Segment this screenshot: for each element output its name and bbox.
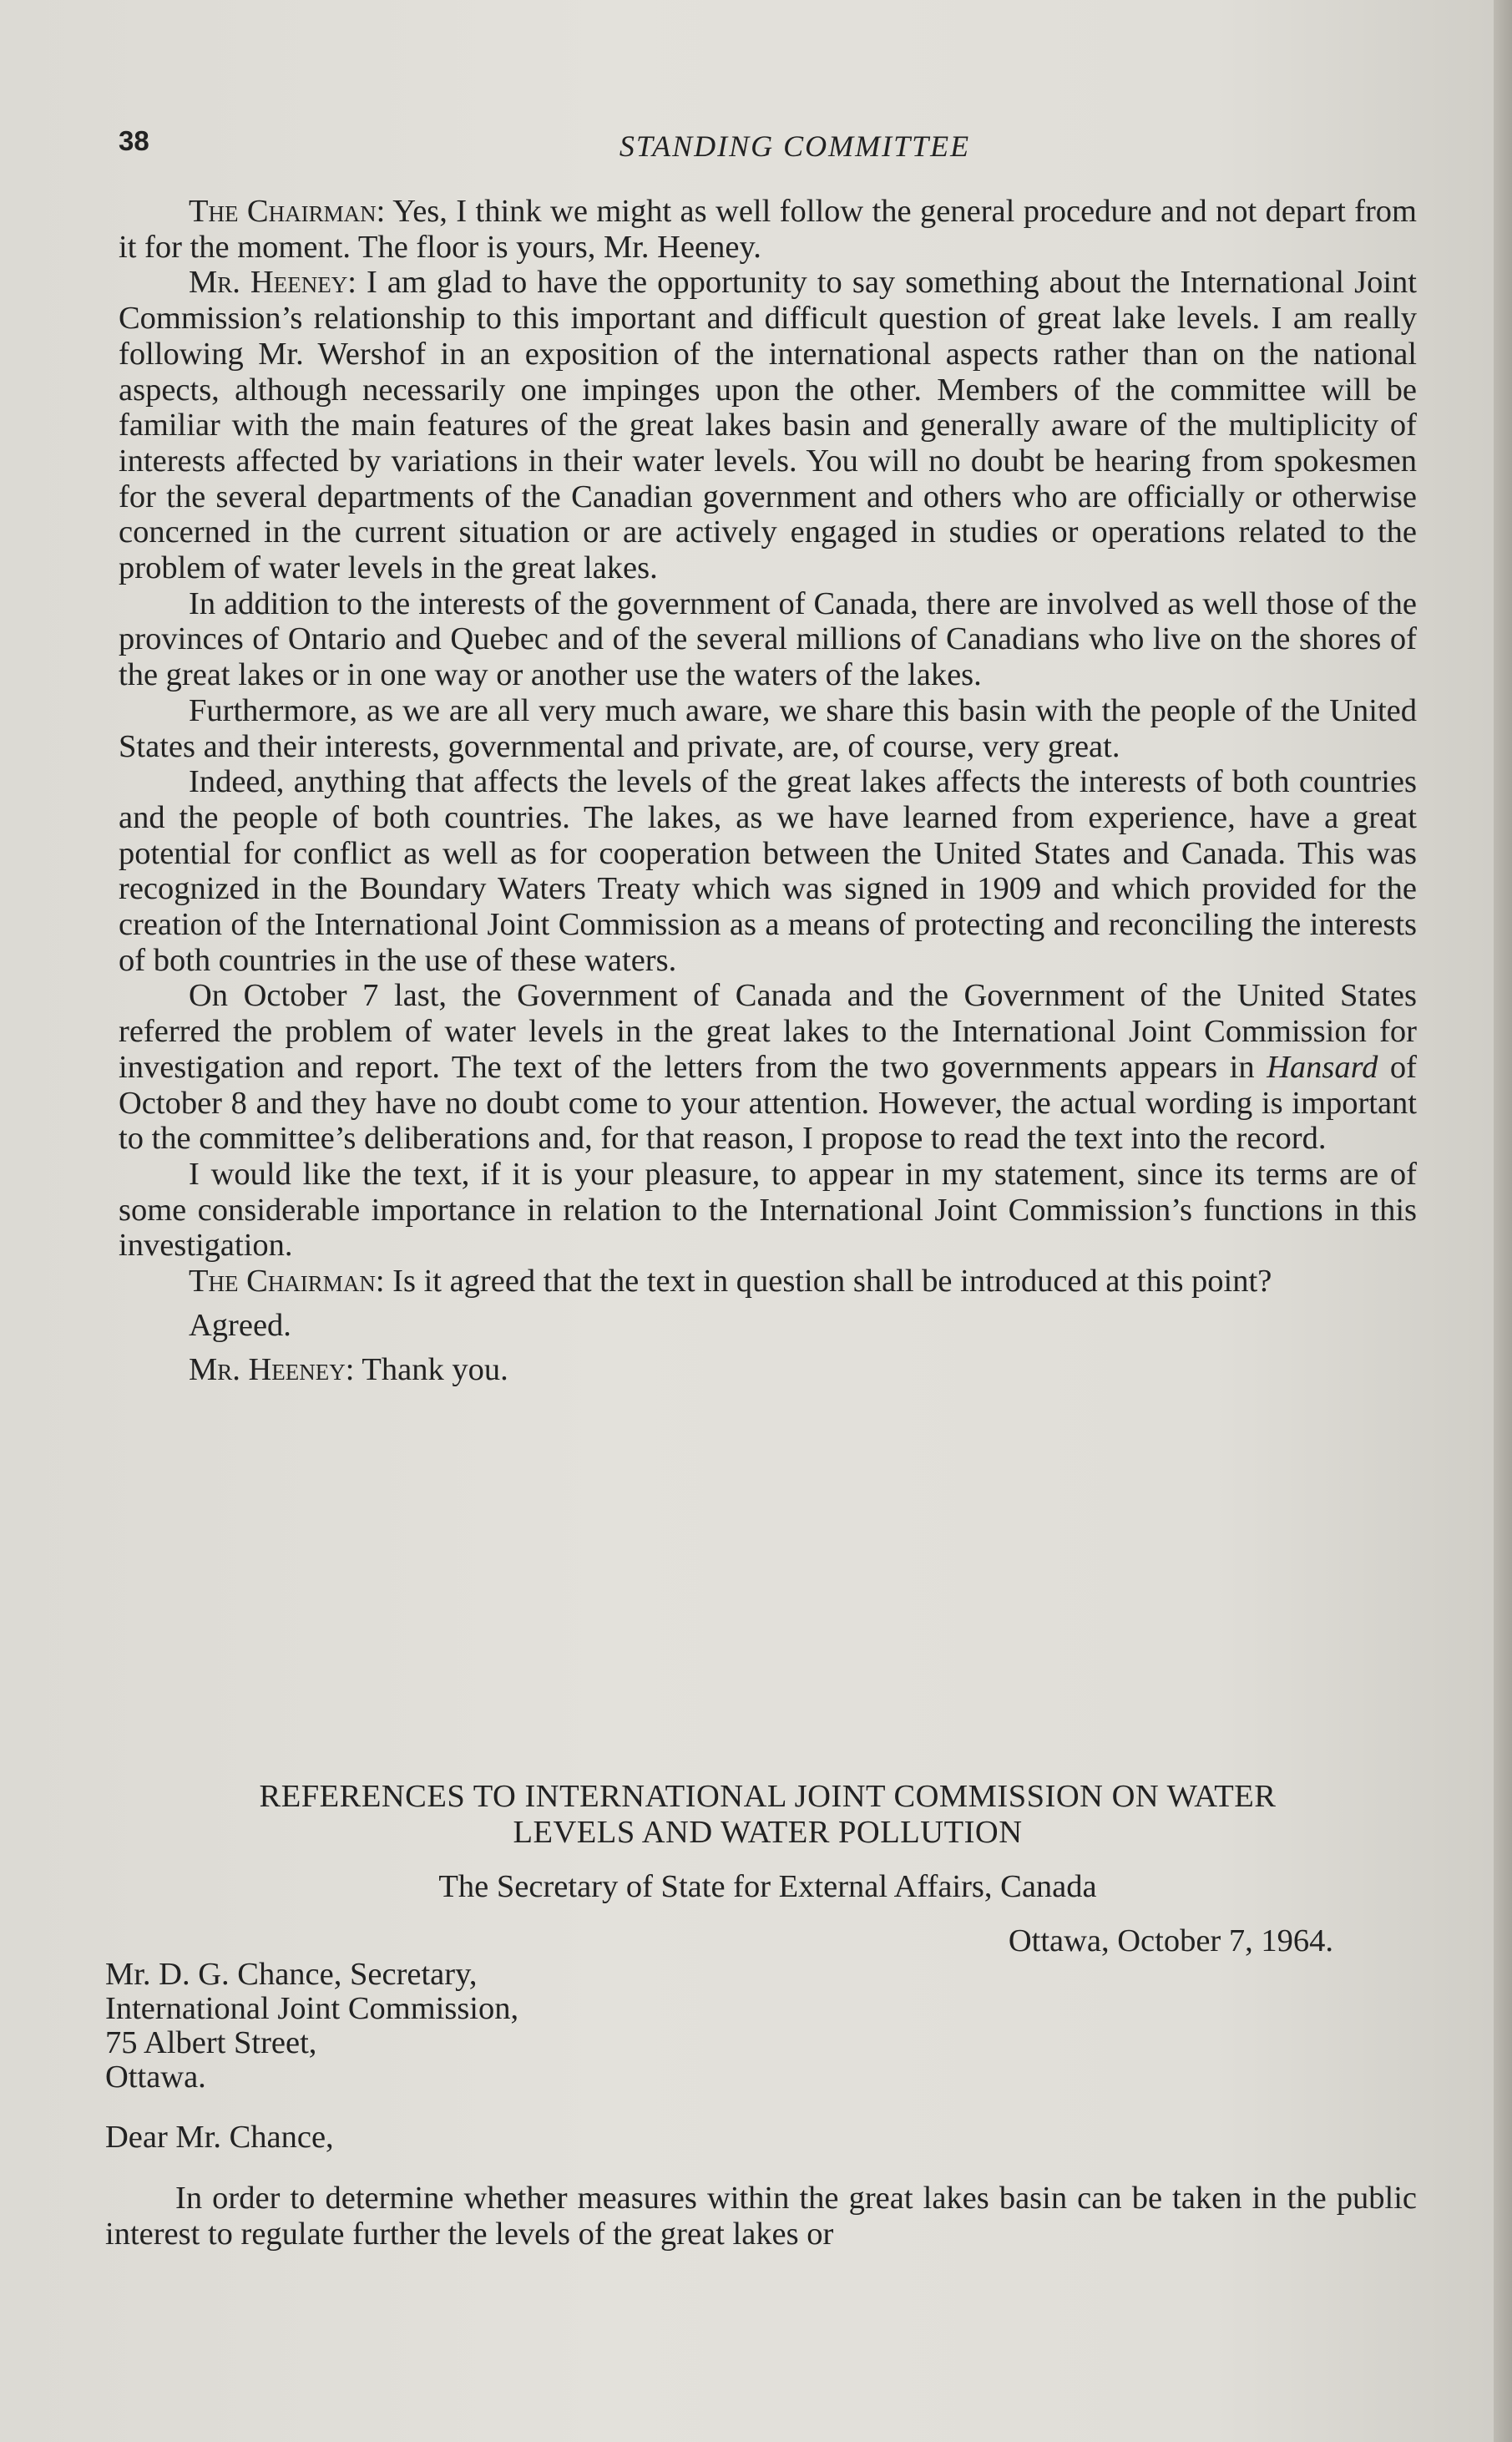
paragraph bbox=[119, 978, 1417, 1157]
address-line: International Joint Commission, bbox=[105, 1991, 519, 2026]
paragraph-text: Agreed. bbox=[189, 1307, 291, 1343]
letter-date: Ottawa, October 7, 1964. bbox=[1008, 1923, 1333, 1958]
paragraph-text: Thank you. bbox=[354, 1351, 508, 1387]
speaker-name: Mr. Heeney: bbox=[189, 1351, 355, 1387]
hansard-italic: Hansard bbox=[1267, 1049, 1378, 1085]
paragraph-text: On October 7 last, the Government of Canada and the Government of the United States referred the problem of water levels in the great lakes to the International Joint Commission for investigation and report. The text of the letters from the two governments appears in bbox=[119, 978, 1417, 1085]
paragraph-text: Is it agreed that the text in question shall be introduced at this point? bbox=[384, 1264, 1272, 1300]
paragraph-text: Indeed, anything that affects the levels of the great lakes affects the interests of both countries and the people of both countries. The lakes, as we have learned from experience, have a great potential for conflict as well as for cooperation between the United States and Canada. This was recognized in the Boundary Waters Treaty which was signed in 1909 and which provided for the creation of the International Joint Commission as a means of protecting and reconciling the interests of both countries in the use of these waters. bbox=[119, 764, 1417, 978]
letter-salutation: Dear Mr. Chance, bbox=[105, 2120, 334, 2155]
speaker-name: The Chairman: bbox=[189, 1264, 385, 1300]
address-line: Mr. D. G. Chance, Secretary, bbox=[105, 1957, 478, 1992]
section-title-line-1: REFERENCES TO INTERNATIONAL JOINT COMMISSION ON WATER bbox=[259, 1779, 1277, 1814]
paragraph-text: Furthermore, as we are all very much aware, we share this basin with the people of the United States and their interests, governmental and private, are, of course, very great. bbox=[119, 692, 1417, 764]
speaker-name: Mr. Heeney: bbox=[189, 265, 357, 301]
paragraph bbox=[119, 586, 1417, 693]
paragraph bbox=[119, 1352, 1417, 1388]
paragraph-text: Yes, I think we might as well follow the general procedure and not depart from it for the moment. The floor is yours, Mr. Heeney. bbox=[119, 194, 1417, 265]
speaker-name: The Chairman: bbox=[189, 194, 386, 229]
transcript-body bbox=[119, 194, 1417, 1387]
paragraph-text: I would like the text, if it is your pleasure, to appear in my statement, since its terms are of some considerable importance in relation to the International Joint Commission’s functions in this investigation. bbox=[119, 1156, 1417, 1264]
paragraph bbox=[119, 194, 1417, 265]
running-head: STANDING COMMITTEE bbox=[619, 129, 971, 163]
letter-address bbox=[105, 1957, 1417, 2095]
paragraph bbox=[119, 1308, 1417, 1344]
paragraph-text: I am glad to have the opportunity to say something about the International Joint Commission’s relationship to this important and difficult question of great lake levels. I am really following Mr. Wershof in an exposition of the international aspects rather than on the national aspects, although necessarily one impinges upon the other. Members of the committee will be familiar with the main features of the great lakes basin and generally aware of the multiplicity of interests affected by variations in their water levels. You will no doubt be hearing from spokesmen for the several departments of the Canadian government and others who are officially or otherwise concerned in the current situation or are actively engaged in studies or operations related to the problem of water levels in the great lakes. bbox=[119, 265, 1417, 586]
references-section bbox=[105, 1779, 1417, 2252]
paragraph bbox=[119, 764, 1417, 978]
letter-from: The Secretary of State for External Affairs, Canada bbox=[438, 1869, 1097, 1904]
paragraph bbox=[119, 1264, 1417, 1300]
paragraph-text: In addition to the interests of the government of Canada, there are involved as well those of the provinces of Ontario and Quebec and of the several millions of Canadians who live on the shores of the great lakes or in one way or another use the waters of the lakes. bbox=[119, 585, 1417, 693]
paragraph bbox=[119, 1157, 1417, 1264]
letter-body: In order to determine whether measures within the great lakes basin can be taken in the public interest to regulate further the levels of the great lakes or bbox=[105, 2181, 1417, 2252]
address-line: 75 Albert Street, bbox=[105, 2025, 317, 2060]
paragraph-text: of October 8 and they have no doubt come to your attention. However, the actual wording is important to the committee’s deliberations and, for that reason, I propose to read the text into the record. bbox=[119, 1049, 1417, 1157]
page-edge bbox=[1494, 0, 1512, 2442]
paragraph bbox=[119, 693, 1417, 764]
section-title-line-2: LEVELS AND WATER POLLUTION bbox=[513, 1815, 1023, 1850]
page-number: 38 bbox=[119, 125, 149, 156]
page-header bbox=[119, 122, 1421, 172]
address-line: Ottawa. bbox=[105, 2059, 206, 2095]
paragraph bbox=[119, 265, 1417, 585]
